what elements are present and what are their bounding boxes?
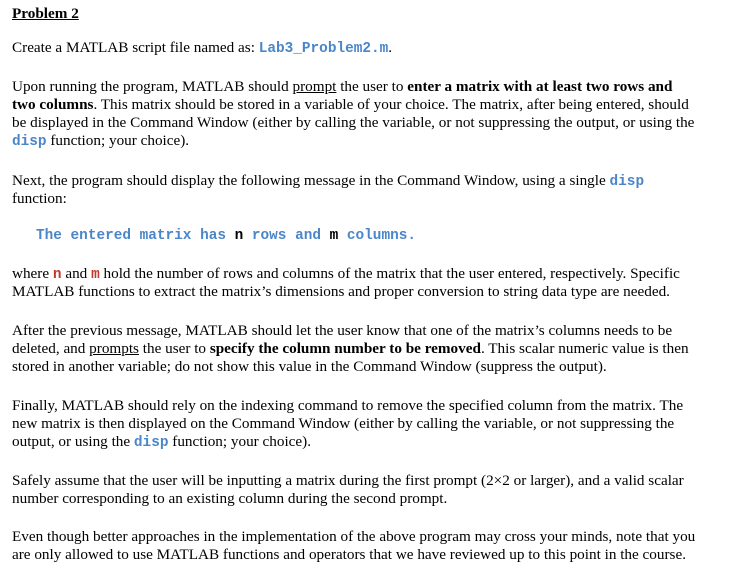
p5-prompts-underline: prompts: [89, 340, 139, 357]
disp-code: disp: [133, 435, 169, 451]
p4-text: hold the number of rows and columns of the matrix that the user entered, respectively. Specific: [99, 265, 680, 282]
p2-text: the user to: [336, 78, 408, 95]
p2-bold: enter a matrix with at least two rows and: [407, 78, 673, 95]
p5-text: . This scalar numeric value is then: [480, 340, 689, 357]
p6-text: output, or using the: [12, 433, 134, 450]
p4-text: where: [12, 265, 53, 282]
p6-line-1: Finally, MATLAB should rely on the indexing command to remove the specified column from the matrix. The: [12, 397, 684, 414]
p7-line-2: number corresponding to an existing column during the second prompt.: [12, 490, 448, 507]
filename-intro: Create a MATLAB script file named as:: [12, 39, 259, 56]
p5-text: the user to: [138, 340, 210, 357]
p6-text: function; your choice).: [168, 433, 312, 450]
p7-line-1: Safely assume that the user will be inputting a matrix during the first prompt (2×2 or larger), and a valid scalar: [12, 472, 684, 489]
disp-code: disp: [12, 134, 47, 150]
p5-bold: specify the column number to be removed: [209, 340, 481, 357]
p5-text: deleted, and: [12, 340, 90, 357]
p2-bold: two columns: [12, 96, 94, 113]
p6-line-3: [12, 433, 311, 451]
p2-text: function; your choice).: [46, 132, 190, 149]
message-code: The entered matrix has: [36, 228, 235, 244]
p5-line-3: stored in another variable; do not show this value in the Command Window (suppress the output).: [12, 358, 607, 375]
message-var-n: n: [234, 228, 244, 244]
p4-text: and: [61, 265, 92, 282]
p3-text: Next, the program should display the following message in the Command Window, using a single: [12, 172, 610, 189]
p4-line-2: MATLAB functions to extract the matrix’s dimensions and proper conversion to string data type are needed.: [12, 283, 670, 300]
filename-period: .: [388, 39, 393, 56]
problem-title: Problem 2: [12, 5, 79, 22]
p8-line-1: Even though better approaches in the implementation of the above program may cross your minds, note that you: [12, 528, 696, 545]
p6-line-2: new matrix is then displayed on the Command Window (either by calling the variable, or not suppressing the: [12, 415, 675, 432]
p2-line-2: [12, 96, 689, 114]
p4-line-1: [12, 265, 680, 283]
message-code: columns.: [338, 228, 416, 244]
p2-text: . This matrix should be stored in a variable of your choice. The matrix, after being entered, should: [93, 96, 689, 113]
paragraph-filename: [12, 39, 392, 57]
var-n: n: [52, 267, 62, 283]
p3-line-1: [12, 172, 644, 190]
message-example: [36, 226, 416, 244]
p5-line-1: After the previous message, MATLAB should let the user know that one of the matrix’s columns needs to be: [12, 322, 673, 339]
filename-code: Lab3_Problem2.m: [258, 41, 389, 57]
p2-prompt-underline: prompt: [292, 78, 337, 95]
p2-text: Upon running the program, MATLAB should: [12, 78, 293, 95]
disp-code: disp: [609, 174, 645, 190]
message-code: rows and: [243, 228, 330, 244]
p2-line-4: [12, 132, 189, 150]
p5-line-2: [12, 340, 689, 358]
var-m: m: [91, 267, 100, 283]
p8-line-2: are only allowed to use MATLAB functions and operators that we have reviewed up to this point in the course.: [12, 546, 686, 563]
message-var-m: m: [329, 228, 339, 244]
p2-line-1: [12, 78, 672, 96]
p3-line-2: function:: [12, 190, 67, 207]
p2-line-3: be displayed in the Command Window (either by calling the variable, or not suppressing the output, or using the: [12, 114, 695, 131]
